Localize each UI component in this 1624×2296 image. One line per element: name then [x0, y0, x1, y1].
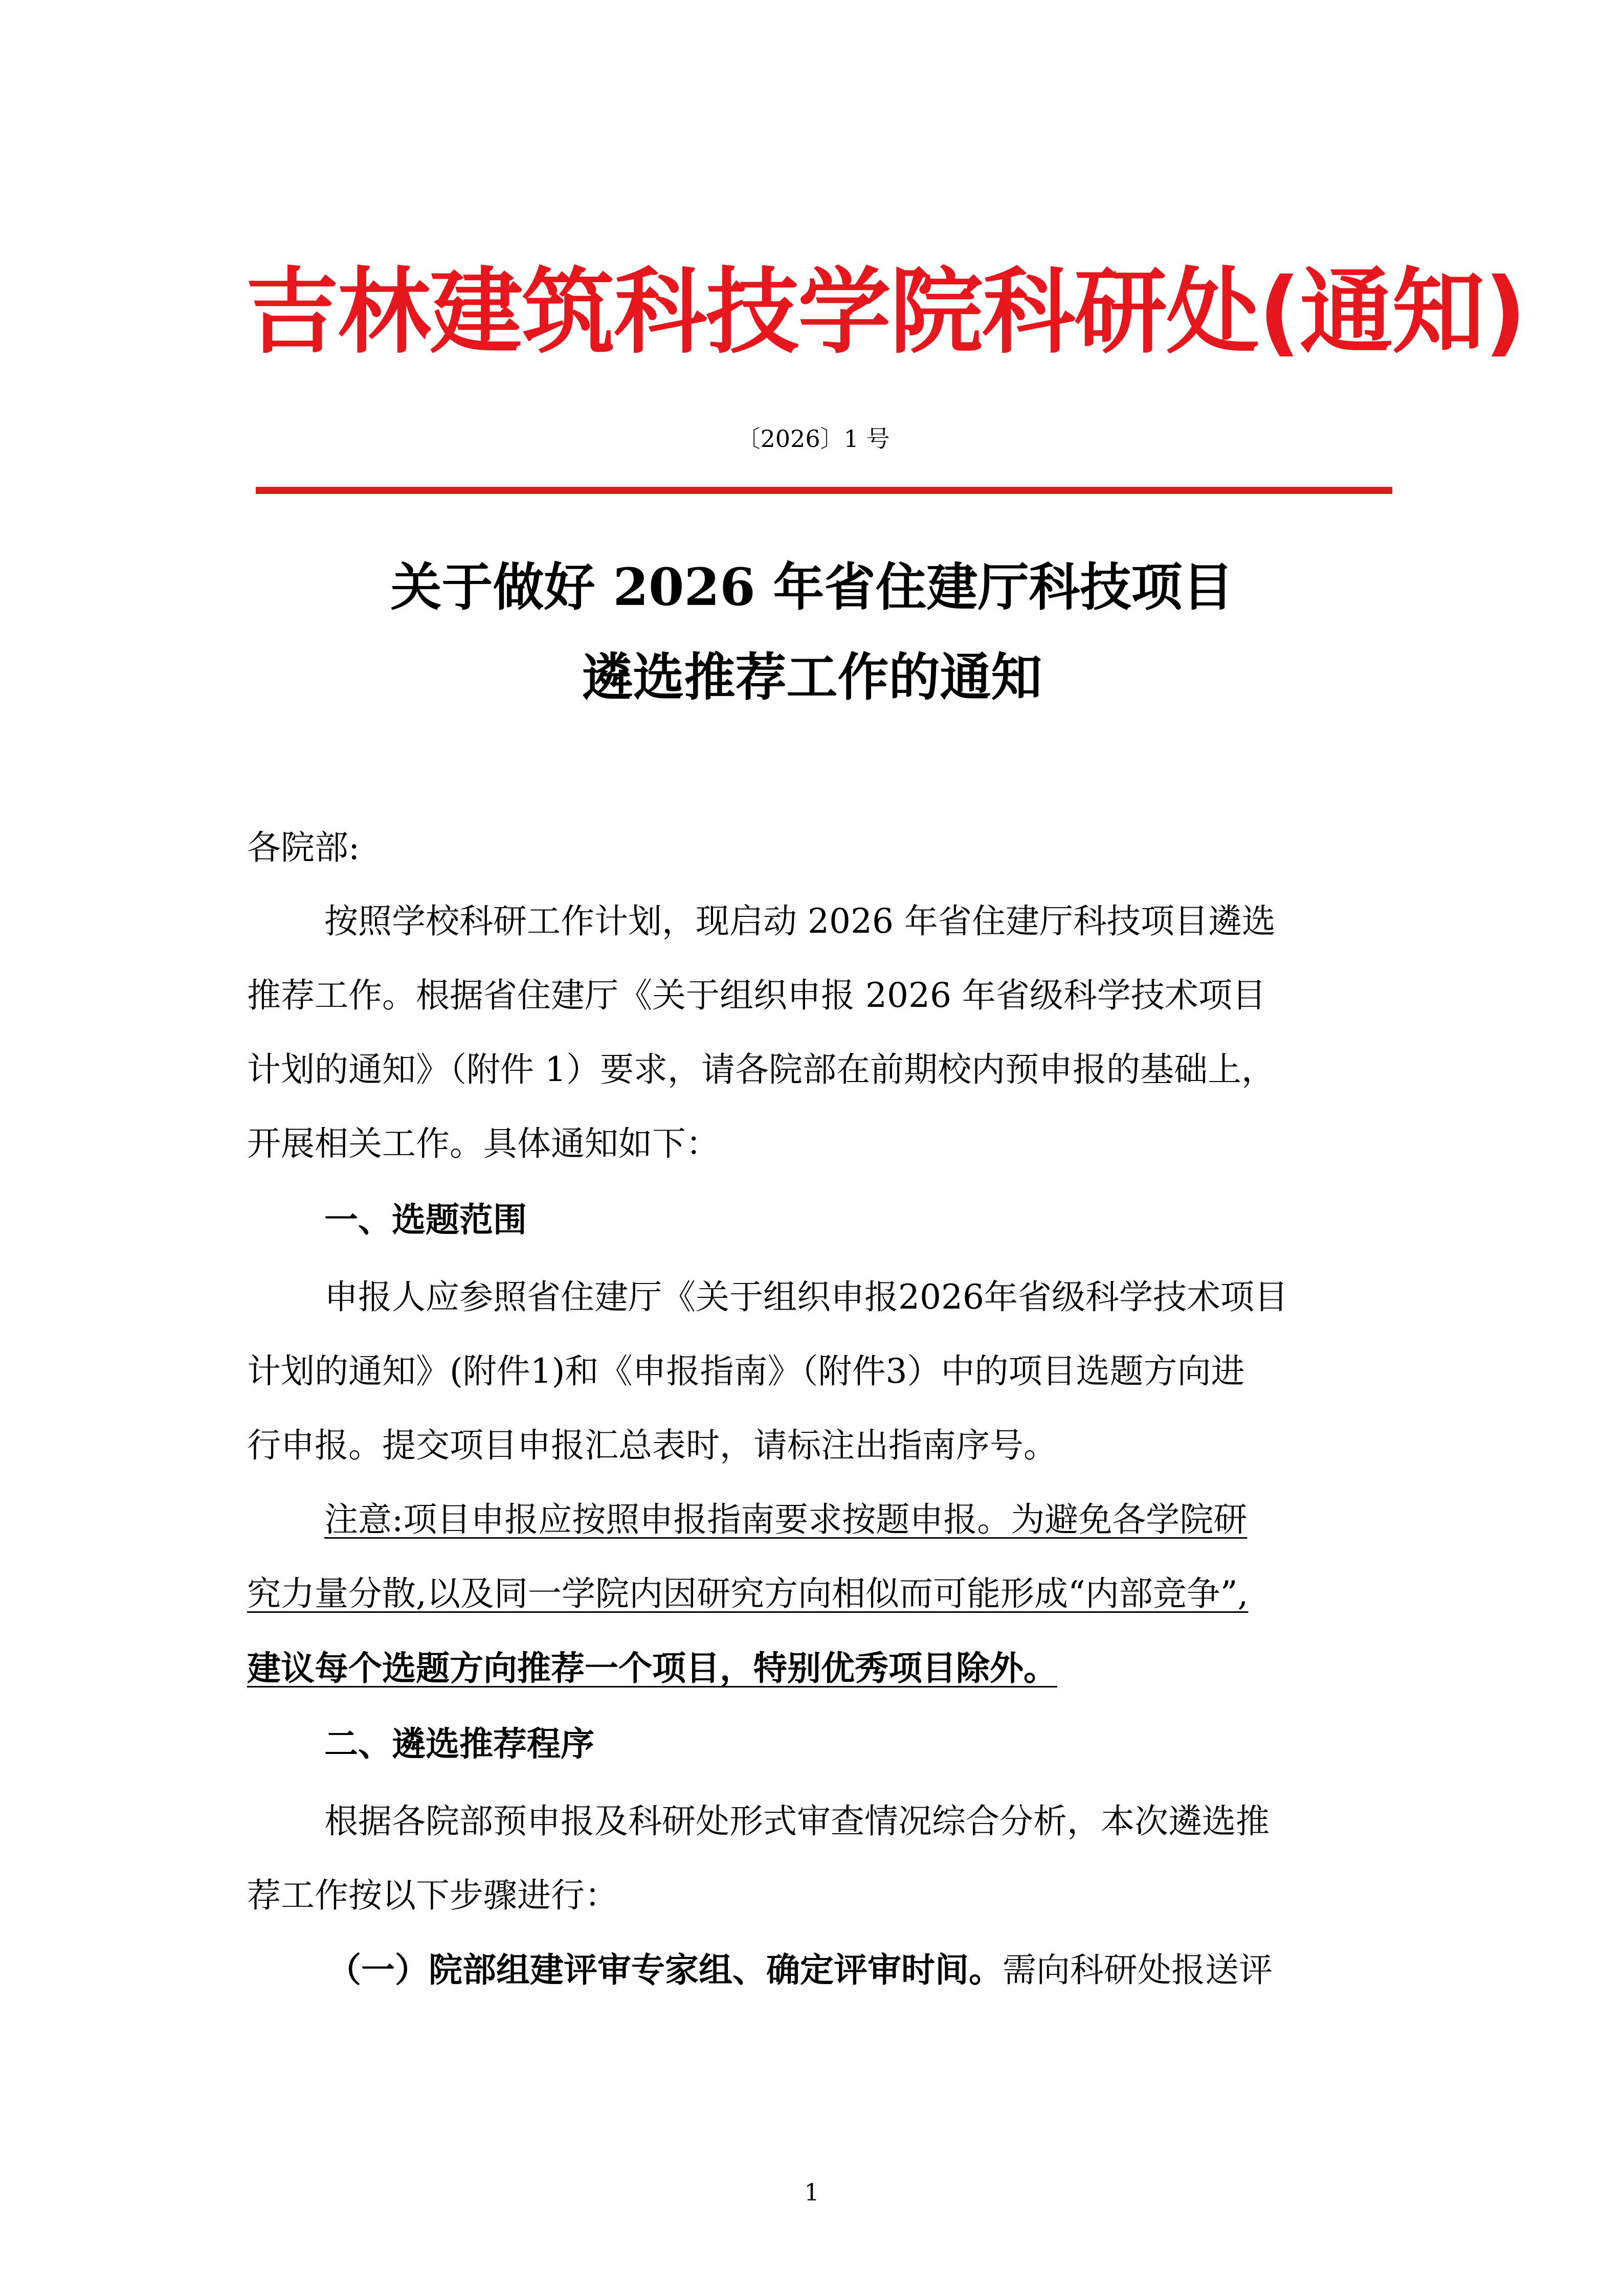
red-divider-line — [256, 487, 1392, 494]
section-1-line-3: 行申报。提交项目申报汇总表时，请标注出指南序号。 — [247, 1426, 1057, 1465]
section-1-heading: 一、选题范围 — [324, 1200, 527, 1240]
step-1-text: 需向科研处报送评 — [1003, 1950, 1273, 1990]
note-line-2: 究力量分散,以及同一学院内因研究方向相似而可能形成“内部竞争”, — [247, 1574, 1249, 1613]
note-line-3: 建议每个选题方向推荐一个项目，特别优秀项目除外。 — [247, 1648, 1057, 1688]
document-number: 〔2026〕1 号 — [737, 425, 890, 453]
step-1-heading: （一）院部组建评审专家组、确定评审时间。 — [327, 1950, 1003, 1990]
section-1-line-2: 计划的通知》(附件1)和《申报指南》（附件3）中的项目选题方向进 — [247, 1352, 1245, 1391]
paragraph-1-line-2: 推荐工作。根据省住建厅《关于组织申报 2026 年省级科学技术项目 — [247, 976, 1266, 1015]
notice-title-line-2: 遴选推荐工作的通知 — [582, 647, 1042, 707]
section-1-line-1: 申报人应参照省住建厅《关于组织申报2026年省级科学技术项目 — [324, 1277, 1288, 1317]
step-1-line — [327, 1944, 1273, 1996]
section-2-line-1: 根据各院部预申报及科研处形式审查情况综合分析，本次遴选推 — [324, 1802, 1270, 1841]
note-line-1: 注意:项目申报应按照申报指南要求按题申报。为避免各学院研 — [324, 1500, 1248, 1539]
paragraph-1-line-3: 计划的通知》（附件 1）要求，请各院部在前期校内预申报的基础上， — [247, 1050, 1275, 1089]
paragraph-1-line-4: 开展相关工作。具体通知如下： — [247, 1124, 720, 1163]
notice-title — [205, 542, 1419, 722]
salutation: 各院部: — [247, 828, 360, 867]
page-number: 1 — [804, 2178, 819, 2206]
letterhead-title: 吉林建筑科技学院科研处(通知) — [246, 258, 1526, 366]
paragraph-1-line-1: 按照学校科研工作计划，现启动 2026 年省住建厅科技项目遴选 — [324, 902, 1276, 941]
section-2-line-2: 荐工作按以下步骤进行： — [247, 1876, 618, 1915]
notice-title-line-1: 关于做好 2026 年省住建厅科技项目 — [390, 557, 1234, 617]
section-2-heading: 二、遴选推荐程序 — [324, 1724, 594, 1764]
